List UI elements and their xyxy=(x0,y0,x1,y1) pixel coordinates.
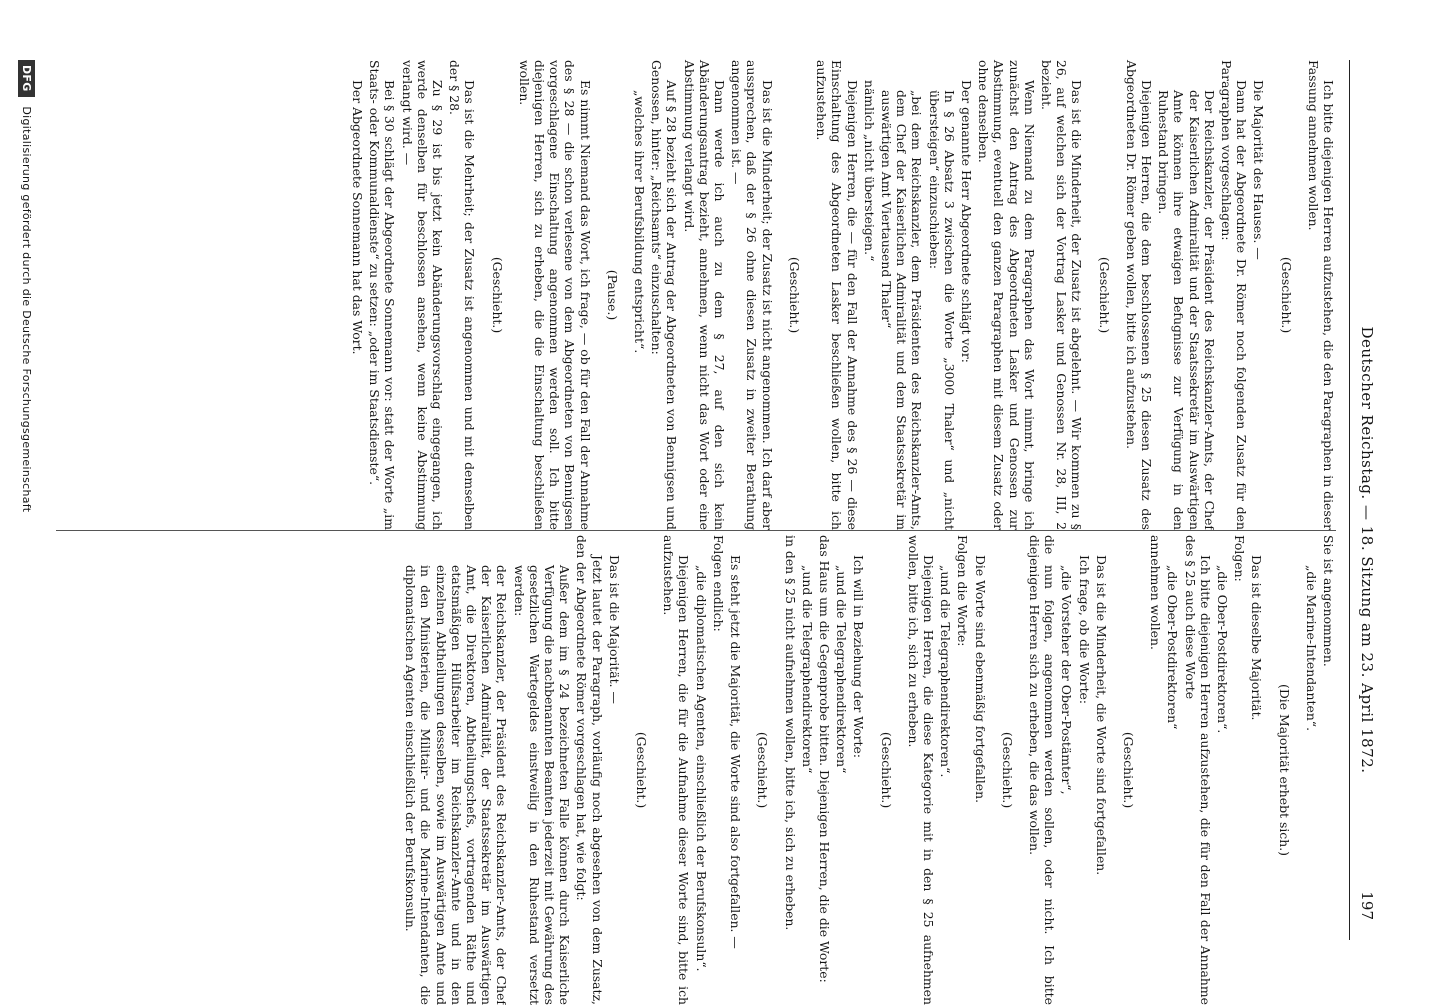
paragraph: Der genannte Herr Abgeordnete schlägt vor: xyxy=(958,80,974,363)
paragraph: Das ist die Minderheit, die Worte sind fortgefallen. xyxy=(1093,555,1109,876)
paragraph: Diejenigen Herren, die dem beschlossenen § 25 diesen Zusatz des Abgeordneten Dr. Römer geben wollen, bitte ich aufzustehen. xyxy=(1123,60,1154,530)
paragraph: Sie ist angenommen. xyxy=(1321,535,1336,667)
paragraph: Jetzt lautet der Paragraph, vorläufig noch abgesehen von dem Zusatz, den der Abgeordnete Römer vorgeschlagen hat, wie folgt: xyxy=(574,535,605,1005)
paragraph: (Pause.) xyxy=(604,269,620,321)
paragraph: In § 26 Absatz 3 zwischen die Worte „3000 Thaler“ und „nicht übersteigen“ einzuschieben: xyxy=(926,90,957,530)
paragraph: „und die Telegraphendirektoren“ xyxy=(834,565,850,774)
paragraph: Es steht jetzt die Majorität, die Worte sind also fortgefallen. — xyxy=(728,555,744,949)
page-number: 197 xyxy=(1358,891,1376,920)
paragraph: Diejenigen Herren, die diese Kategorie mit in den § 25 aufnehmen wollen, bitte ich, sich zu erheben. xyxy=(905,535,936,1005)
paragraph: Ich bitte diejenigen Herren aufzustehen, die den Paragraphen in dieser Fassung annehmen wollen. xyxy=(1305,60,1336,530)
paragraph: Bei § 30 schlägt der Abgeordnete Sonnemann vor: statt der Worte „im Staats- oder Kommunaldienste“ zu setzen: „oder im Staatsdienste“. xyxy=(367,60,398,530)
paragraph: Das ist dieselbe Majorität. xyxy=(1249,555,1265,721)
paragraph: „und die Telegraphendirektoren“. xyxy=(938,565,954,778)
paragraph: (Die Majorität erhebt sich.) xyxy=(1276,684,1292,856)
paragraph: „die diplomatischen Agenten, einschließlich der Berufskonsuln“. xyxy=(693,565,709,972)
paragraph: (Geschieht.) xyxy=(999,731,1015,809)
paragraph: Dann hat der Abgeordnete Dr. Römer noch folgenden Zusatz für den Paragraphen vorgeschlagen: xyxy=(1218,60,1250,530)
right-column xyxy=(56,535,1336,1005)
paragraph: „die Ober-Postdirektoren“ xyxy=(1165,565,1181,730)
paragraph: „die Ober-Postdirektoren“. xyxy=(1214,565,1230,734)
paragraph: Wenn Niemand zu dem Paragraphen das Wort nimmt, bringe ich zunächst den Antrag des Abgeordneten Lasker und Genossen zur Abstimmung, eventuell den ganzen Paragraphen mit diesem Zusatz oder ohne denselben. xyxy=(976,60,1037,530)
paragraph: die nun folgen, angenommen werden sollen, oder nicht. Ich bitte diejenigen Herren sich zu erheben, die das wollen. xyxy=(1026,535,1058,1005)
paragraph: Dann werde ich auch zu dem § 27, auf den sich kein Abänderungsantrag bezieht, annehmen, wenn nicht das Wort oder eine Abstimmung verlangt wird. xyxy=(681,60,728,530)
header-rule xyxy=(1349,60,1350,940)
paragraph: Auf § 28 bezieht sich der Antrag der Abgeordneten von Bennigsen und Genossen, hinter: „Reichsamts“ einzuschalten: xyxy=(649,60,680,530)
paragraph: Das ist die Minderheit, der Zusatz ist abgelehnt. — Wir kommen zu § 26, auf welchen sich der Vortrag Lasker und Genossen Nr. 28, III, 2 bezieht. xyxy=(1038,60,1085,530)
paragraph: (Geschieht.) xyxy=(634,731,650,809)
paragraph: Folgen: xyxy=(1232,535,1248,582)
paragraph: (Geschieht.) xyxy=(1278,256,1294,334)
paragraph: nämlich „nicht übersteigen.“ xyxy=(861,80,877,262)
paragraph: Diejenigen Herren, die für die Aufnahme dieser Worte sind, bitte ich aufzustehen. xyxy=(661,535,692,1005)
paragraph: Zu § 29 ist bis jetzt kein Abänderungsvorschlag eingegangen, ich werde denselben für beschlossen ansehen, wenn keine Abstimmung verlangt wird. — xyxy=(399,60,446,530)
page-header xyxy=(1340,60,1380,940)
paragraph: (Geschieht.) xyxy=(878,731,894,809)
header-title: Deutscher Reichstag. — 18. Sitzung am 23. April 1872. xyxy=(1358,326,1376,774)
paragraph: „die Vorsteher der Ober-Postämter“, xyxy=(1059,565,1075,795)
paragraph: (Geschieht.) xyxy=(786,256,802,334)
paragraph: (Geschieht.) xyxy=(1120,731,1136,809)
footer-credit xyxy=(18,60,35,960)
paragraph: Folgen endlich: xyxy=(710,535,726,632)
paragraph: annehmen wollen. xyxy=(1148,535,1164,650)
left-column xyxy=(56,60,1336,530)
paragraph: „die Marine-Intendanten“. xyxy=(1303,565,1319,732)
paragraph: Das ist die Minderheit; der Zusatz ist nicht angenommen. Ich darf aber aussprechen, daß der § 26 ohne diesen Zusatz in zweiter Berathung angenommen ist. — xyxy=(729,60,775,530)
paragraph: in den § 25 nicht aufnehmen wollen, bitte ich, sich zu erheben. xyxy=(782,535,798,931)
paragraph: Ich bitte diejenigen Herren aufzustehen, die für den Fall der Annahme des § 25 auch diese Worte xyxy=(1182,535,1213,1005)
paragraph: Außer dem im § 24 bezeichneten Falle können durch Kaiserliche Verfügung die nachbenannten Beamten jederzeit mit Gewährung des gesetzlichen Wartegeldes einstweilig in den Ruhestand versetzt werden: xyxy=(511,565,573,1005)
paragraph: Ich will in Beziehung der Worte: xyxy=(851,555,867,759)
paragraph: „welches ihrer Berufsbildung entspricht“. xyxy=(632,90,648,354)
paragraph: Ich frage, ob die Worte: xyxy=(1076,555,1092,705)
paragraph: Folgen die Worte: xyxy=(955,535,971,647)
column-divider xyxy=(56,530,1336,531)
paragraph: Es nimmt Niemand das Wort, ich frage, — ob für den Fall der Annahme des § 28 — die schon verlesene von dem Abgeordneten von Bennigsen vorgeschlagene Einschaltung angenommen werden soll. Ich bitte diejenigen Herren, sich zu erheben, die die Einschaltung beschließen wollen. xyxy=(516,60,593,530)
paragraph: Der Reichskanzler, der Präsident des Reichskanzler-Amts, der Chef der Kaiserlichen Admiralität und der Staatssekretär im Auswärtigen Amte können ihre etwaigen Befugnisse zur Verfügung in den Ruhestand bringen. xyxy=(1156,90,1217,530)
paragraph: Das ist die Mehrheit; der Zusatz ist angenommen und mit demselben der § 28. xyxy=(447,60,478,530)
paragraph: Das ist die Majorität. — xyxy=(606,555,622,704)
paragraph: Diejenigen Herren, die — für den Fall der Annahme des § 26 — diese Einschaltung des Abgeordneten Lasker beschließen wollen, bitte ich aufzustehen. xyxy=(814,60,860,530)
paragraph: Der Abgeordnete Sonnemann hat das Wort. xyxy=(350,80,366,355)
dfg-logo: DFG xyxy=(18,60,35,97)
paragraph: Die Worte sind ebenmäßig fortgefallen. xyxy=(972,555,988,804)
paragraph: Die Majorität des Hauses. — xyxy=(1251,80,1267,260)
footer-text: Digitalisierung gefördert durch die Deutsche Forschungsgemeinschaft xyxy=(20,106,33,513)
paragraph: „bei dem Reichskanzler, dem Präsidenten des Reichskanzler-Amts, dem Chef der Kaiserlichen Admiralität und dem Staatssekretär im auswärtigen Amt Viertausend Thaler“ xyxy=(878,90,925,530)
paragraph: „und die Telegraphendirektoren“ xyxy=(799,565,815,774)
paragraph: das Haus um die Gegenprobe bitten. Diejenigen Herren, die die Worte: xyxy=(816,535,832,983)
paragraph: (Geschieht.) xyxy=(1096,256,1112,334)
paragraph: der Reichskanzler, der Präsident des Reichskanzler-Amts, der Chef der Kaiserlichen Admiralität, der Staatssekretär im Auswärtigen Amt, die Direktoren, Abtheilungschefs, vortragenden Räthe und etatsmäßigen Hülfsarbeiter im Reichskanzler-Amte und in den einzelnen Abtheilungen desselben, sowie im Auswärtigen Amte und in den Ministerien, die Militair- und die Marine-Intendanten, die diplomatischen Agenten einschließlich der Berufskonsuln. xyxy=(403,565,510,1005)
paragraph: (Geschieht.) xyxy=(489,256,505,334)
paragraph: (Geschieht.) xyxy=(755,731,771,809)
